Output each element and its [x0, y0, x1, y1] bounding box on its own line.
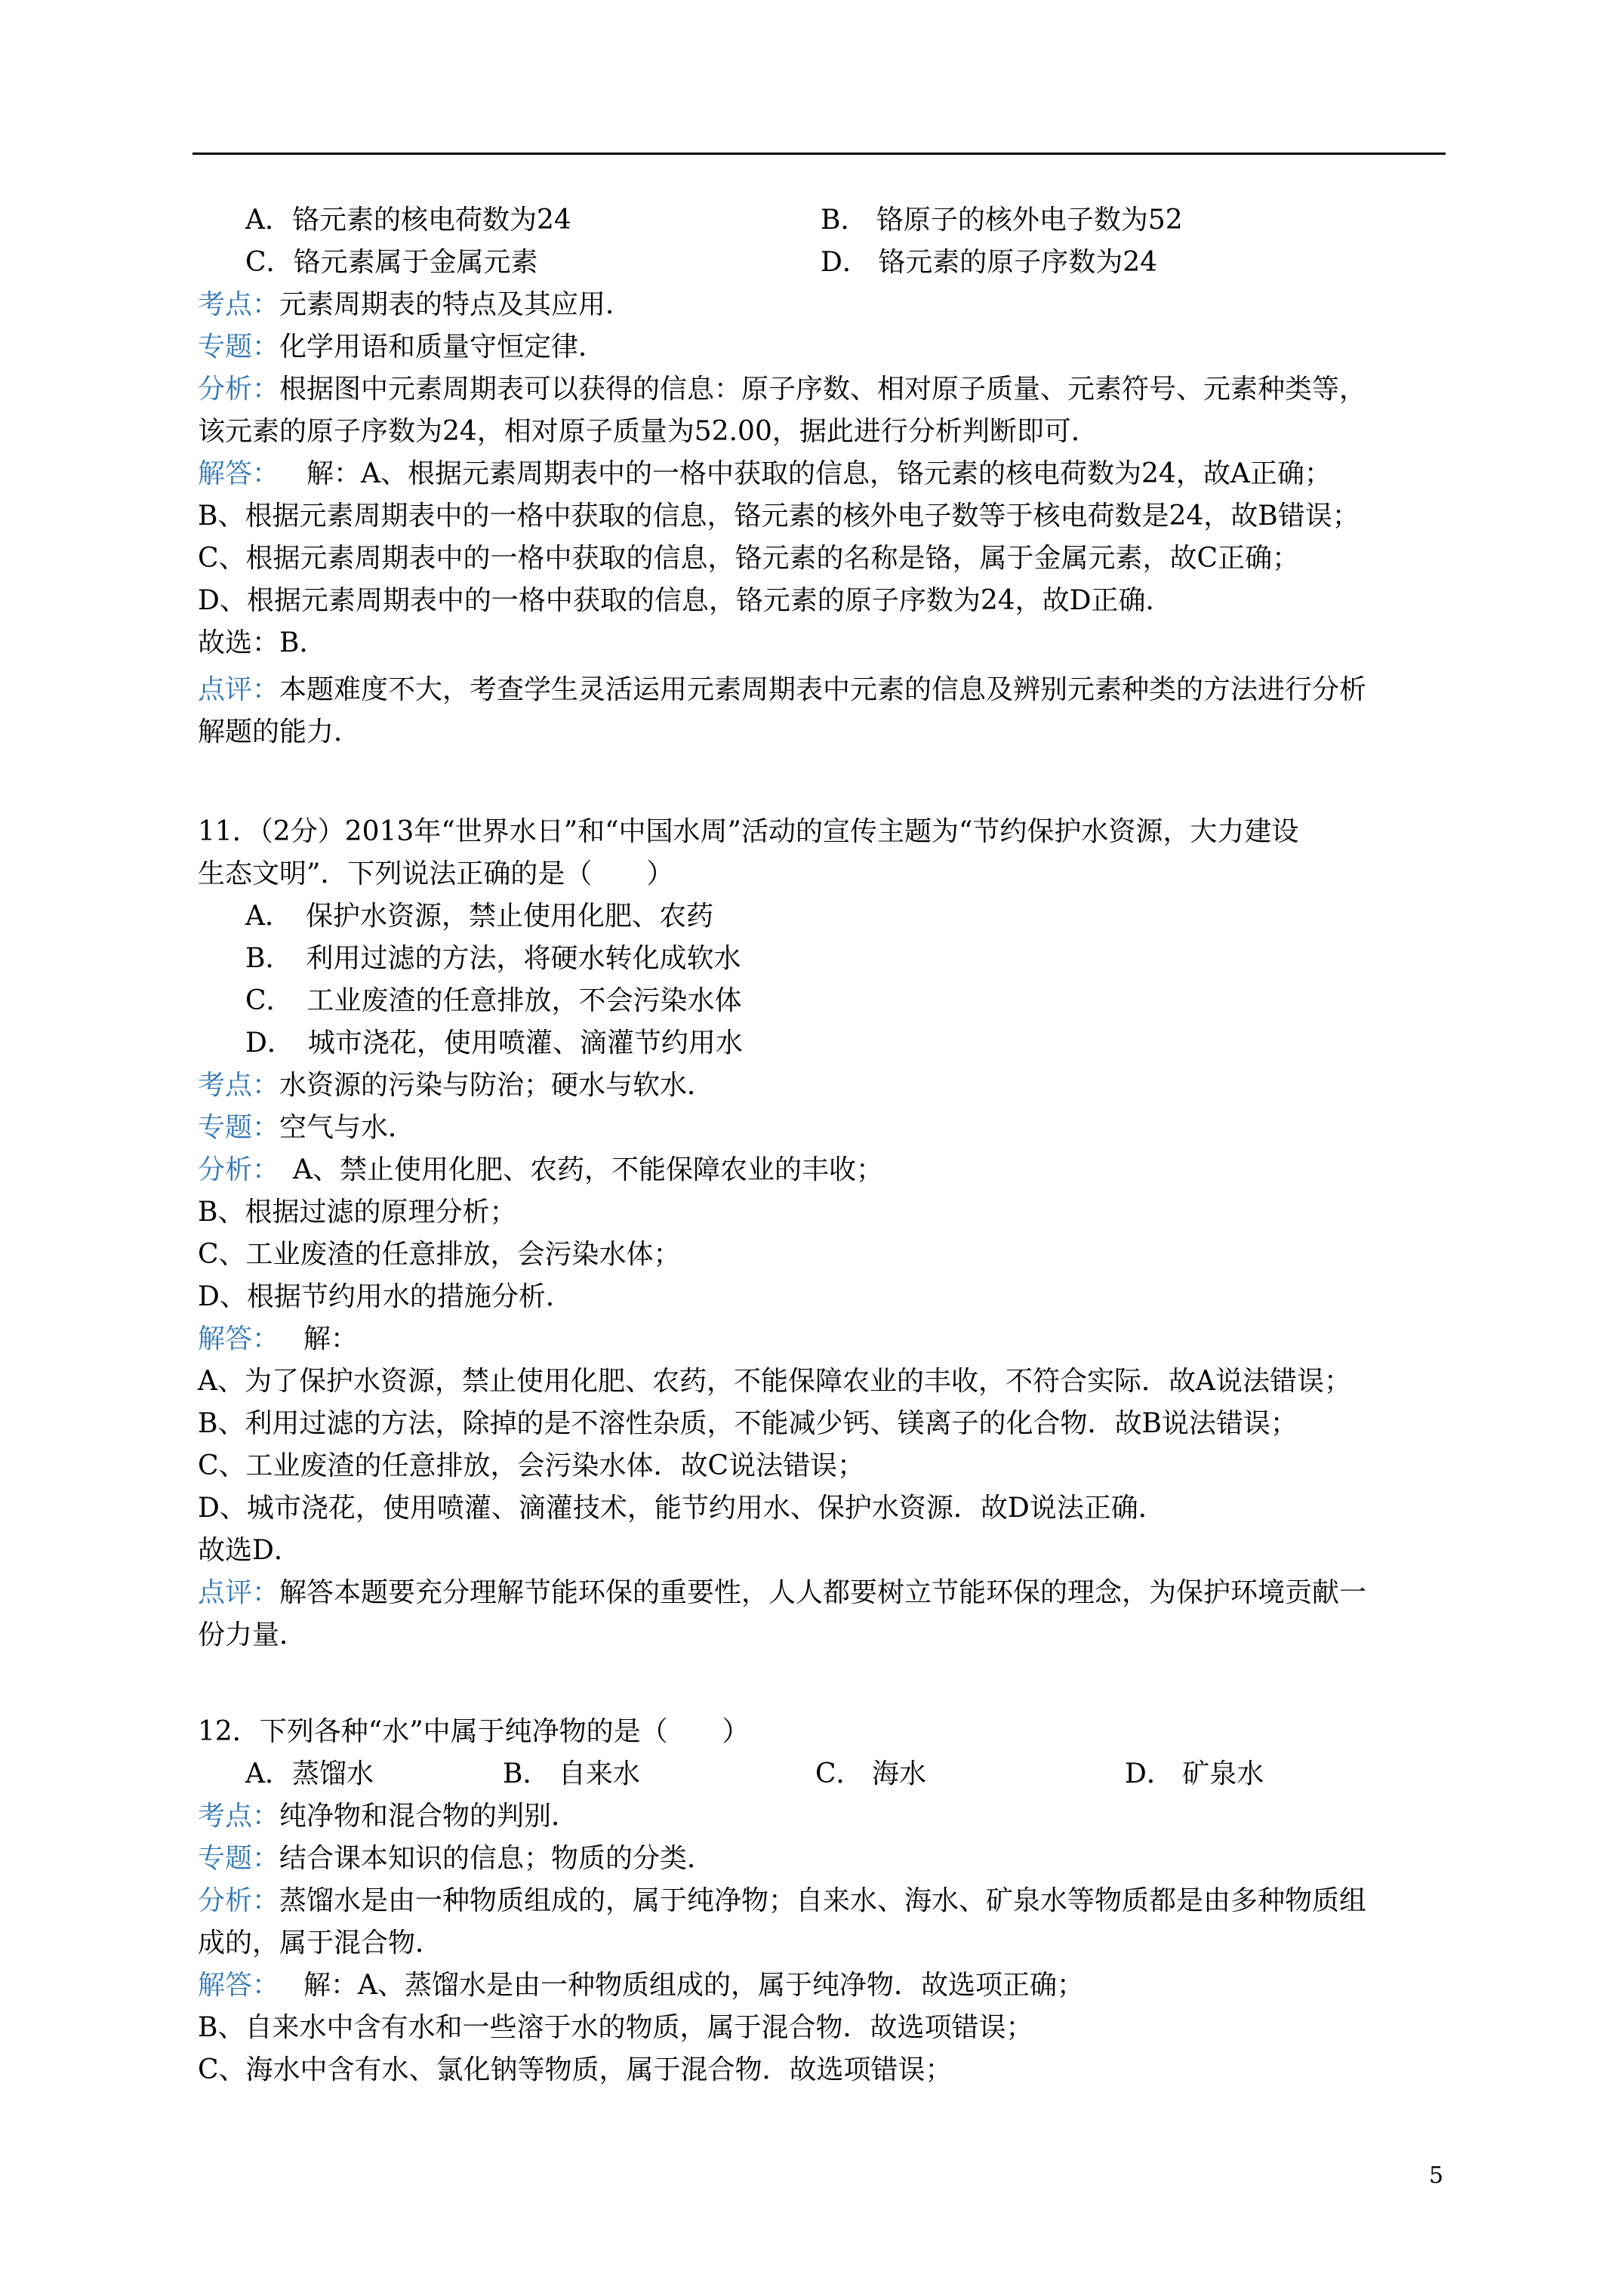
q12-option-c: C． 海水 [815, 1758, 926, 1789]
q12-kaodian: 考点：纯净物和混合物的判别． [198, 1801, 579, 1832]
q10-fenxi: 分析：根据图中元素周期表可以获得的信息：原子序数、相对原子质量、元素符号、元素种类等， [198, 374, 1367, 405]
jieda-label: 解答： [198, 1970, 266, 2001]
header-rule [192, 153, 1446, 155]
q11-jieda-a: A、为了保护水资源，禁止使用化肥、农药，不能保障农业的丰收，不符合实际．故A说法错误； [198, 1366, 1351, 1397]
q11-zhuanti: 专题：空气与水． [198, 1112, 416, 1143]
q12-option-a: A．蒸馏水 [245, 1758, 374, 1789]
jieda-label: 解答： [198, 1324, 266, 1354]
q11-option-d: D． 城市浇花，使用喷灌、滴灌节约用水 [245, 1028, 743, 1059]
q11-jieda: 解答： 解： [198, 1324, 359, 1354]
zhuanti-label: 专题： [198, 1112, 280, 1143]
q10-kaodian: 考点：元素周期表的特点及其应用． [198, 289, 633, 320]
fenxi-label: 分析： [198, 1154, 266, 1185]
q11-fenxi-c: C、工业废渣的任意排放，会污染水体； [198, 1239, 681, 1270]
q10-jieda-b: B、根据元素周期表中的一格中获取的信息，铬元素的核外电子数等于核电荷数是24，故B错误； [198, 501, 1360, 532]
kaodian-label: 考点： [198, 1070, 280, 1101]
q12-jieda-c: C、海水中含有水、氯化钠等物质，属于混合物．故选项错误； [198, 2054, 953, 2085]
q10-option-a: A．铬元素的核电荷数为24 [245, 205, 571, 236]
q12-fenxi-cont: 成的，属于混合物． [198, 1928, 443, 1959]
q11-jieda-d: D、城市浇花，使用喷灌、滴灌技术，能节约用水、保护水资源．故D说法正确． [198, 1493, 1166, 1524]
q10-jieda-c: C、根据元素周期表中的一格中获取的信息，铬元素的名称是铬，属于金属元素，故C正确； [198, 543, 1300, 574]
zhuanti-label: 专题： [198, 331, 280, 362]
kaodian-label: 考点： [198, 289, 280, 320]
q12-option-d: D． 矿泉水 [1125, 1758, 1264, 1789]
q11-fenxi: 分析： A、禁止使用化肥、农药，不能保障农业的丰收； [198, 1154, 884, 1185]
kaodian-label: 考点： [198, 1801, 280, 1832]
q12-jieda: 解答： 解：A、蒸馏水是由一种物质组成的，属于纯净物．故选项正确； [198, 1970, 1085, 2001]
q10-jieda-d: D、根据元素周期表中的一格中获取的信息，铬元素的原子序数为24，故D正确． [198, 585, 1173, 616]
q12-fenxi: 分析：蒸馏水是由一种物质组成的，属于纯净物；自来水、海水、矿泉水等物质都是由多种物质组 [198, 1885, 1367, 1916]
q12-option-b: B． 自来水 [503, 1758, 640, 1789]
q11-option-b: B． 利用过滤的方法，将硬水转化成软水 [245, 943, 741, 974]
q12-jieda-b: B、自来水中含有水和一些溶于水的物质，属于混合物．故选项错误； [198, 2012, 1033, 2043]
q10-fenxi-cont: 该元素的原子序数为24，相对原子质量为52.00，据此进行分析判断即可． [198, 416, 1098, 447]
q10-option-b: B． 铬原子的核外电子数为52 [821, 205, 1183, 236]
page-number: 5 [1429, 2162, 1444, 2189]
q10-jieda: 解答： 解：A、根据元素周期表中的一格中获取的信息，铬元素的核电荷数为24，故A正确； [198, 458, 1332, 489]
jieda-label: 解答： [198, 458, 280, 489]
q10-dianping: 点评：本题难度不大，考查学生灵活运用元素周期表中元素的信息及辨别元素种类的方法进行分析 [198, 674, 1367, 705]
q10-dianping-cont: 解题的能力． [198, 717, 362, 747]
q10-option-d: D． 铬元素的原子序数为24 [821, 247, 1158, 278]
dianping-label: 点评： [198, 1577, 280, 1608]
q11-kaodian: 考点：水资源的污染与防治；硬水与软水． [198, 1070, 715, 1101]
q11-jieda-c: C、工业废渣的任意排放，会污染水体．故C说法错误； [198, 1450, 865, 1481]
q12-stem: 12．下列各种“水”中属于纯净物的是（ ） [198, 1716, 750, 1747]
q11-fenxi-d: D、根据节约用水的措施分析． [198, 1281, 573, 1312]
q10-zhuanti: 专题：化学用语和质量守恒定律． [198, 331, 606, 362]
q11-jieda-b: B、利用过滤的方法，除掉的是不溶性杂质，不能减少钙、镁离子的化合物．故B说法错误； [198, 1408, 1298, 1439]
fenxi-label: 分析： [198, 1885, 280, 1916]
q10-answer: 故选：B． [198, 627, 327, 658]
fenxi-label: 分析： [198, 374, 280, 405]
q12-zhuanti: 专题：结合课本知识的信息；物质的分类． [198, 1843, 715, 1874]
q11-stem-cont: 生态文明”．下列说法正确的是（ ） [198, 858, 674, 889]
q10-option-c: C．铬元素属于金属元素 [245, 247, 538, 278]
q11-option-c: C． 工业废渣的任意排放，不会污染水体 [245, 985, 742, 1016]
q11-dianping: 点评：解答本题要充分理解节能环保的重要性，人人都要树立节能环保的理念，为保护环境贡献一 [198, 1577, 1367, 1608]
q11-option-a: A． 保护水资源，禁止使用化肥、农药 [245, 901, 713, 932]
q11-dianping-cont: 份力量． [198, 1620, 307, 1650]
q11-answer: 故选D． [198, 1535, 301, 1566]
zhuanti-label: 专题： [198, 1843, 280, 1874]
dianping-label: 点评： [198, 674, 280, 705]
q11-stem: 11．（2分）2013年“世界水日”和“中国水周”活动的宣传主题为“节约保护水资源，大力建设 [198, 816, 1299, 847]
q11-fenxi-b: B、根据过滤的原理分析； [198, 1197, 517, 1228]
